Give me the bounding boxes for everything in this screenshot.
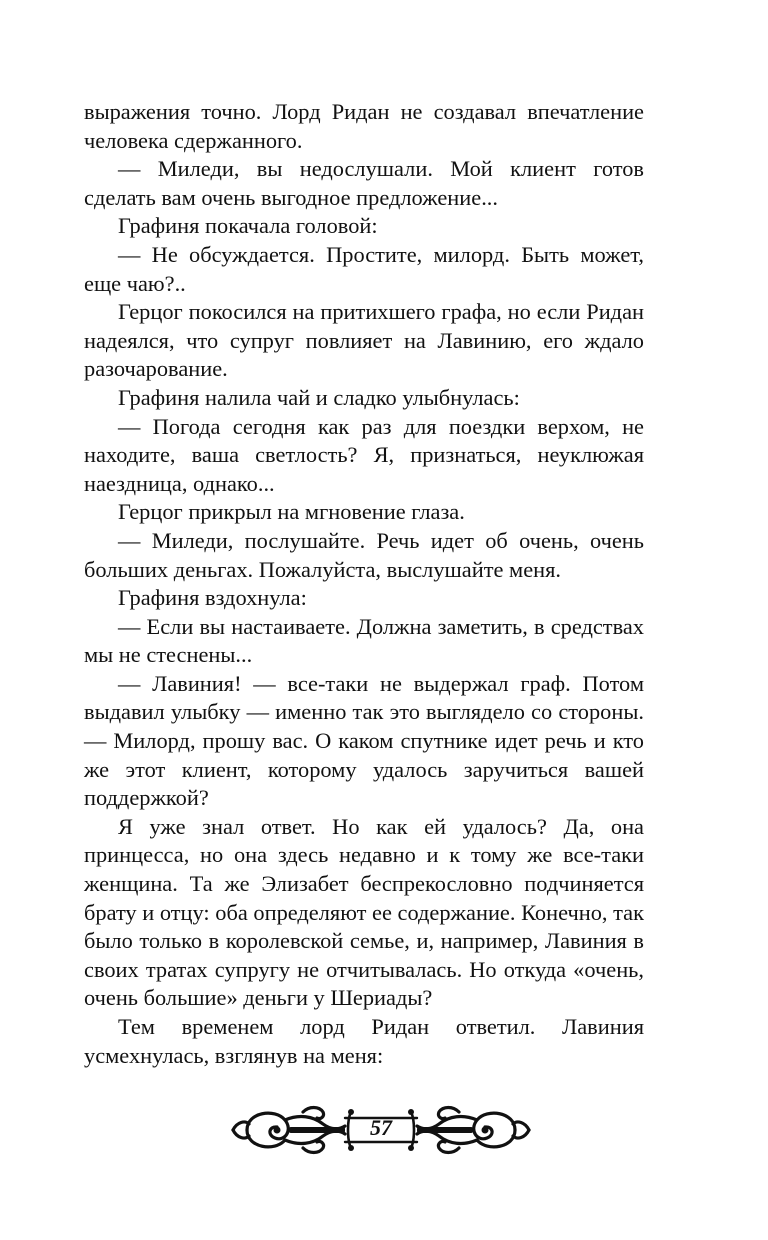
paragraph-6: Графиня налила чай и сладко улыбнулась: (118, 384, 520, 410)
paragraph-14: Тем временем лорд Ридан ответил. Лавиния усмехнулась, взглянув на меня: (84, 1014, 644, 1068)
paragraph-2: — Миледи, вы недослушали. Мой клиент готов сделать вам очень выгодное предложение... (84, 156, 644, 210)
paragraph-5: Герцог покосился на притихшего графа, но если Ридан надеялся, что супруг повлияет на Лавинию, его ждало разочарование. (84, 299, 644, 382)
paragraph-9: — Миледи, послушайте. Речь идет об очень, очень больших деньгах. Пожалуйста, выслушайте меня. (84, 527, 644, 582)
page-text (84, 98, 644, 1070)
paragraph-7: — Погода сегодня как раз для поездки верхом, не находите, ваша светлость? Я, признаться, неуклюжая наездница, однако... (84, 413, 644, 496)
paragraph-13: Я уже знал ответ. Но как ей удалось? Да, она принцесса, но она здесь недавно и к тому же все-таки женщина. Та же Элизабет беспрекословно подчиняется брату и отцу: оба определяют ее содержание. Конечно, так было только в королевской семье, и, например, Лавиния в своих тратах супругу не отчитывалась. Но откуда «очень, очень большие» деньги у Шериады? (84, 813, 644, 1011)
paragraph-3: Графиня покачала головой: (118, 213, 378, 239)
paragraph-8: Герцог прикрыл на мгновение глаза. (118, 499, 465, 525)
paragraph-10: Графиня вздохнула: (118, 585, 307, 611)
paragraph-11: — Если вы настаиваете. Должна заметить, в средствах мы не стеснены... (84, 613, 644, 668)
folio-ornament (227, 1098, 535, 1162)
paragraph-4: — Не обсуждается. Простите, милорд. Быть может, еще чаю?.. (84, 241, 644, 296)
paragraph-1: выражения точно. Лорд Ридан не создавал впечатление человека сдержанного. (84, 99, 644, 153)
page-number: 57 (370, 1115, 392, 1140)
paragraph-12: — Лавиния! — все-таки не выдержал граф. Потом выдавил улыбку — именно так это выглядело со стороны. — Милорд, прошу вас. О каком спутнике идет речь и кто же этот клиент, которому удалось заручиться вашей поддержкой? (84, 670, 644, 811)
